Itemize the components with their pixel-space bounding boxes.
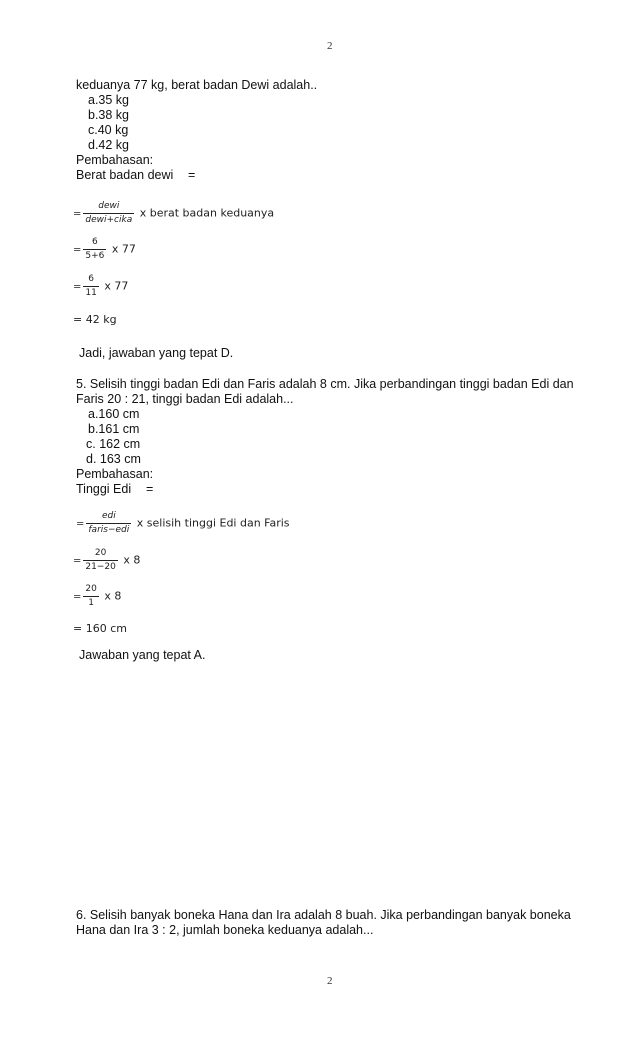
fraction xyxy=(83,548,117,573)
step-tail: x selisih tinggi Edi dan Faris xyxy=(136,516,290,530)
equals-sign: = xyxy=(73,591,82,603)
step-tail: x 8 xyxy=(104,589,122,603)
q4-option-a: a.35 kg xyxy=(88,93,130,107)
q4-pembahasan: Pembahasan: xyxy=(76,153,154,167)
q4-option-d: d.42 kg xyxy=(88,138,130,152)
q4-option-b: b.38 kg xyxy=(88,108,130,122)
denominator: 1 xyxy=(88,598,94,608)
equals-sign: = xyxy=(73,555,82,567)
q5-option-c: c. 162 cm xyxy=(86,437,141,451)
q4-stem-end: keduanya 77 kg, berat badan Dewi adalah.. xyxy=(76,78,318,92)
q5-answer: Jawaban yang tepat A. xyxy=(79,648,206,662)
numerator: 20 xyxy=(83,548,117,561)
q5-pembahasan: Pembahasan: xyxy=(76,467,154,481)
denominator: 21−20 xyxy=(85,562,116,572)
q5-option-d: d. 163 cm xyxy=(86,452,141,466)
numerator: 6 xyxy=(83,274,98,287)
numerator: dewi xyxy=(83,201,134,214)
step-tail: x 77 xyxy=(104,279,129,293)
denominator: 5+6 xyxy=(85,251,105,261)
q4-step-1 xyxy=(73,201,274,226)
q6-line-2: Hana dan Ira 3 : 2, jumlah boneka keduanya adalah... xyxy=(76,923,374,937)
q4-option-c: c.40 kg xyxy=(88,123,129,137)
equals-sign: = xyxy=(73,208,82,220)
equals-sign: = xyxy=(73,244,82,256)
numerator: edi xyxy=(86,511,131,524)
step-tail: x berat badan keduanya xyxy=(139,206,275,220)
q5-option-a: a.160 cm xyxy=(88,407,140,421)
q5-step-2 xyxy=(73,548,140,573)
q5-intro: Tinggi Edi xyxy=(76,482,132,496)
q5-step-1 xyxy=(76,511,290,536)
q4-step-3 xyxy=(73,274,128,299)
step-tail: x 77 xyxy=(111,242,136,256)
q4-intro: Berat badan dewi xyxy=(76,168,174,182)
q5-intro-equals: = xyxy=(146,482,154,496)
equals-sign: = xyxy=(76,518,85,530)
step-tail: x 8 xyxy=(123,553,141,567)
q5-line-2: Faris 20 : 21, tinggi badan Edi adalah... xyxy=(76,392,294,406)
q4-step-2 xyxy=(73,237,136,262)
numerator: 20 xyxy=(83,584,98,597)
page-number-top: 2 xyxy=(327,40,333,52)
fraction xyxy=(83,274,98,299)
q5-step-4: = 160 cm xyxy=(73,622,127,635)
denominator: faris−edi xyxy=(88,525,130,535)
equals-sign: = xyxy=(73,281,82,293)
q5-line-1: 5. Selisih tinggi badan Edi dan Faris adalah 8 cm. Jika perbandingan tinggi badan Edi dan xyxy=(76,377,574,391)
fraction xyxy=(86,511,131,536)
q4-intro-equals: = xyxy=(188,168,196,182)
fraction xyxy=(83,237,106,262)
page-number-bottom: 2 xyxy=(327,975,333,987)
q5-option-b: b.161 cm xyxy=(88,422,140,436)
q4-answer: Jadi, jawaban yang tepat D. xyxy=(79,346,234,360)
q6-line-1: 6. Selisih banyak boneka Hana dan Ira adalah 8 buah. Jika perbandingan banyak boneka xyxy=(76,908,571,922)
q5-step-3 xyxy=(73,584,121,609)
fraction xyxy=(83,584,98,609)
denominator: 11 xyxy=(85,288,97,298)
denominator: dewi+cika xyxy=(85,215,133,225)
fraction xyxy=(83,201,134,226)
q4-step-4: = 42 kg xyxy=(73,313,117,326)
numerator: 6 xyxy=(83,237,106,250)
